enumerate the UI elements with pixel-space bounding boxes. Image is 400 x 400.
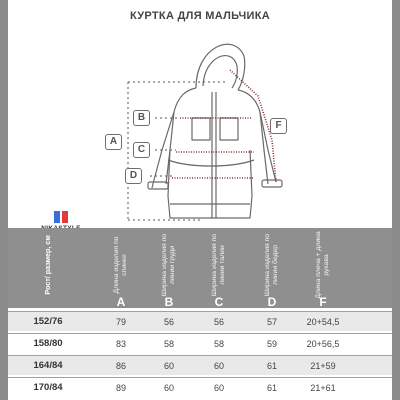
letter-f: F [319,295,327,309]
cell-b: 60 [163,361,174,371]
cell-f: 21+59 [310,361,336,371]
header-col-c: Ширина изделия по линии талии [211,233,226,297]
cell-a: 89 [115,383,126,393]
cell-c: 60 [213,383,224,393]
header-size: Рост/ размер, см [43,235,52,295]
cell-d: 61 [266,361,277,371]
row-size: 170/84 [33,382,63,393]
tag-c: C [133,142,150,158]
cell-a: 86 [115,361,126,371]
cell-f: 20+56,5 [306,339,340,349]
jacket-illustration [148,44,282,218]
measurement-lines [128,70,276,220]
table-row [8,355,392,375]
row-size: 158/80 [33,338,63,349]
cell-d: 59 [266,339,277,349]
header-col-a: Длина изделия по спинке [113,236,128,294]
header-col-f: Длина плеча + длина рукава [315,231,330,299]
page-title: КУРТКА ДЛЯ МАЛЬЧИКА [129,10,270,22]
cell-a: 79 [115,317,126,327]
header-col-d: Ширина изделия по линии бедер [264,233,279,297]
row-size: 164/84 [33,360,63,371]
cell-f: 20+54,5 [306,317,340,327]
cell-d: 61 [266,383,277,393]
tag-b: B [133,110,150,126]
header-col-b: Ширина изделия по линии груди [161,233,176,297]
tag-a: A [105,134,122,150]
letter-d: D [267,295,277,309]
cell-c: 56 [213,317,224,327]
letter-c: C [214,295,224,309]
cell-b: 60 [163,383,174,393]
brand-logo-icon [54,211,68,223]
row-size: 152/76 [33,316,63,327]
cell-c: 58 [213,339,224,349]
table-row [8,377,392,397]
cell-f: 21+61 [310,383,336,393]
letter-b: B [164,295,174,309]
cell-b: 58 [163,339,174,349]
cell-a: 83 [115,339,126,349]
size-table [8,228,392,400]
letter-a: A [116,295,126,309]
tag-d: D [125,168,142,184]
cell-d: 57 [266,317,277,327]
cell-c: 60 [213,361,224,371]
table-row [8,311,392,331]
cell-b: 56 [163,317,174,327]
table-row [8,333,392,353]
tag-f: F [270,118,287,134]
